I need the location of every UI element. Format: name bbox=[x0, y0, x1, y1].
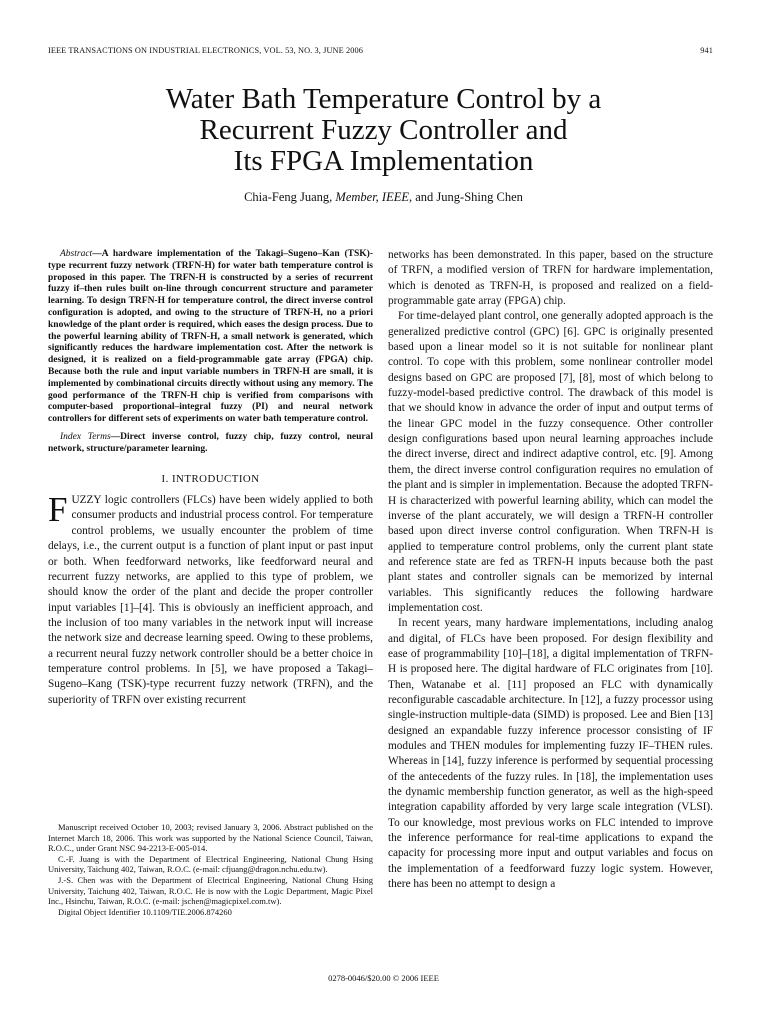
footnote: Manuscript received October 10, 2003; revised January 3, 2006. Abstract published on the Internet March 18, 2006. This work was supported by the National Science Council, Taiwan, R.O.C., under Grant NSC 94-2213-E-005-014. bbox=[48, 822, 373, 854]
intro-paragraph bbox=[48, 490, 373, 708]
body-paragraph: For time-delayed plant control, one generally adopted approach is the generalized predictive control (GPC) [6]. GPC is originally presented based upon a linear model so it is not suitable for nonlinear plant control. To cope with this problem, some nonlinear controller model designs based on GPC are proposed [7], [8], most of which belong to fuzzy-model-based predictive control. The drawback of this model is that we should know in advance the order of input and output terms of the linear GPC model in the fuzzy consequence. Other controller design configurations based upon neural learning approaches include the direct inverse, direct and indirect adaptive control, etc. [9]. Among them, the direct inverse control configuration requires no emulation of the plant and is simpler in implementation. Because the adopted TRFN-H is characterized with powerful learning ability, which can model the inverse of the plant accurately, we will design a TRFN-H controller based upon direct inverse control configuration. When TRFN-H is applied to temperature control problems, only the current plant state and reference state are fed as TRFN-H inputs because both the past plant states and controller signals can be memorized by internal variables. This significantly reduces the following hardware implementation cost. bbox=[388, 310, 713, 614]
footnote: Digital Object Identifier 10.1109/TIE.2006.874260 bbox=[58, 906, 232, 917]
title-line: Recurrent Fuzzy Controller and bbox=[199, 114, 568, 146]
abstract-label: Abstract bbox=[60, 249, 93, 259]
index-terms-label: Index Terms bbox=[60, 431, 111, 442]
author-membership: Member, IEEE bbox=[335, 190, 409, 204]
author-name: , and Jung-Shing Chen bbox=[409, 190, 523, 204]
paper-title bbox=[0, 84, 767, 177]
running-head bbox=[48, 46, 713, 55]
author-name: Chia-Feng Juang, bbox=[244, 190, 336, 204]
section-heading: I. INTRODUCTION bbox=[161, 472, 260, 485]
index-terms bbox=[48, 432, 373, 456]
index-terms-text: —Direct inverse control, fuzzy chip, fuzzy control, neural network, structure/parameter learning. bbox=[48, 431, 373, 454]
author-line bbox=[0, 190, 767, 205]
footnote: J.-S. Chen was with the Department of Electrical Engineering, National Chung Hsing University, Taichung 402, Taiwan, R.O.C. He is now with the Logic Department, Magic Pixel Inc., Hsinchu, Taiwan, R.O.C. (e-mail: jschen@magicpixel.com.tw). bbox=[48, 874, 373, 907]
title-line: Its FPGA Implementation bbox=[233, 145, 534, 177]
title-line: Water Bath Temperature Control by a bbox=[165, 83, 602, 115]
body-paragraph: networks has been demonstrated. In this paper, based on the structure of TRFN, a modified version of TRFN for hardware implementation, which is denoted as TRFN-H, is proposed and realized on a field-programmable gate array (FPGA) chip. bbox=[388, 249, 713, 308]
body-paragraph: In recent years, many hardware implementations, including analog and digital, of FLCs have been proposed. For design flexibility and ease of programmability [10]–[18], a digital implementation of TRFN-H is proposed here. The digital hardware of FLC originates from [10]. Then, Watanabe et al. [11] proposed an FLC with dynamically reconfigurable cascadable architecture. In [12], a fuzzy processor using single-instruction multiple-data (SIMD) is proposed. Lee and Bien [13] designed an expandable fuzzy inference processor consisting of IF modules and THEN modules for implementing fuzzy IF–THEN rules. Whereas in [14], fuzzy inference is performed by sequential processing of the antecedents of the fuzzy rules. In [18], the implementation uses the dynamic membership function generator, as well as the high-speed integration capability afforded by very large scale integration (VLSI). To our knowledge, most previous works on FLC intended to improve the inference performance for real-time applications to expand the capacity for processing more input and output variables and focus on the implementation of a feedforward fuzzy logic system. However, there has been no attempt to design a bbox=[388, 617, 713, 891]
page-number: 941 bbox=[700, 46, 713, 55]
footnotes bbox=[48, 822, 373, 917]
left-column bbox=[48, 249, 373, 708]
journal-name: IEEE TRANSACTIONS ON INDUSTRIAL ELECTRONICS, VOL. 53, NO. 3, JUNE 2006 bbox=[48, 46, 363, 55]
abstract bbox=[48, 249, 373, 426]
abstract-text: —A hardware implementation of the Takagi–Sugeno–Kan (TSK)-type recurrent fuzzy network (TRFN-H) for water bath temperature control is proposed in this paper. The TRFN-H is constructed by a series of recurrent fuzzy if–then rules built on-line through concurrent structure and parameter learning. To design TRFN-H for temperature control, the direct inverse control configuration is adopted, and owing to the structure of TRFN-H, no a priori knowledge of the plant order is required, which eases the design process. Due to the powerful learning ability of TRFN-H, a small network is generated, which significantly reduces the hardware implementation cost. After the network is designed, it is realized on a field-programmable gate array (FPGA) chip. Because both the rule and input variable numbers in TRFN-H are small, it is implemented by combinational circuits directly without using any memory. The good performance of the TRFN-H chip is verified from comparisons with computer-based proportional–integral fuzzy (PI) and neural network controllers for different sets of experiments on water bath temperature control. bbox=[48, 249, 373, 425]
right-column bbox=[388, 248, 713, 892]
footnote: C.-F. Juang is with the Department of Electrical Engineering, National Chung Hsing University, Taichung 402, Taiwan, R.O.C. (e-mail: cfjuang@dragon.nchu.edu.tw). bbox=[48, 853, 373, 875]
copyright-footer: 0278-0046/$20.00 © 2006 IEEE bbox=[328, 973, 439, 983]
drop-cap: F bbox=[48, 490, 68, 530]
intro-text: UZZY logic controllers (FLCs) have been widely applied to both consumer products and industrial process control. For temperature control problems, we usually encounter the problem of time delays, i.e., the current output is a function of plant input or past input or both. When feedforward networks, like feedforward neural and recurrent fuzzy networks, are applied to this type of problem, we should know the order of the plant and decide the proper controller input variables [1]–[4]. This is obviously an inefficient approach, and the inclusion of too many variables in the network input will increase the network size and decrease learning speed. Owing to these problems, a recurrent neural fuzzy network controller should be a better choice in temperature control problems. In [5], we have proposed a Takagi–Sugeno–Kang (TSK)-type recurrent fuzzy network (TRFN), and the superiority of TRFN over existing recurrent bbox=[48, 494, 373, 706]
